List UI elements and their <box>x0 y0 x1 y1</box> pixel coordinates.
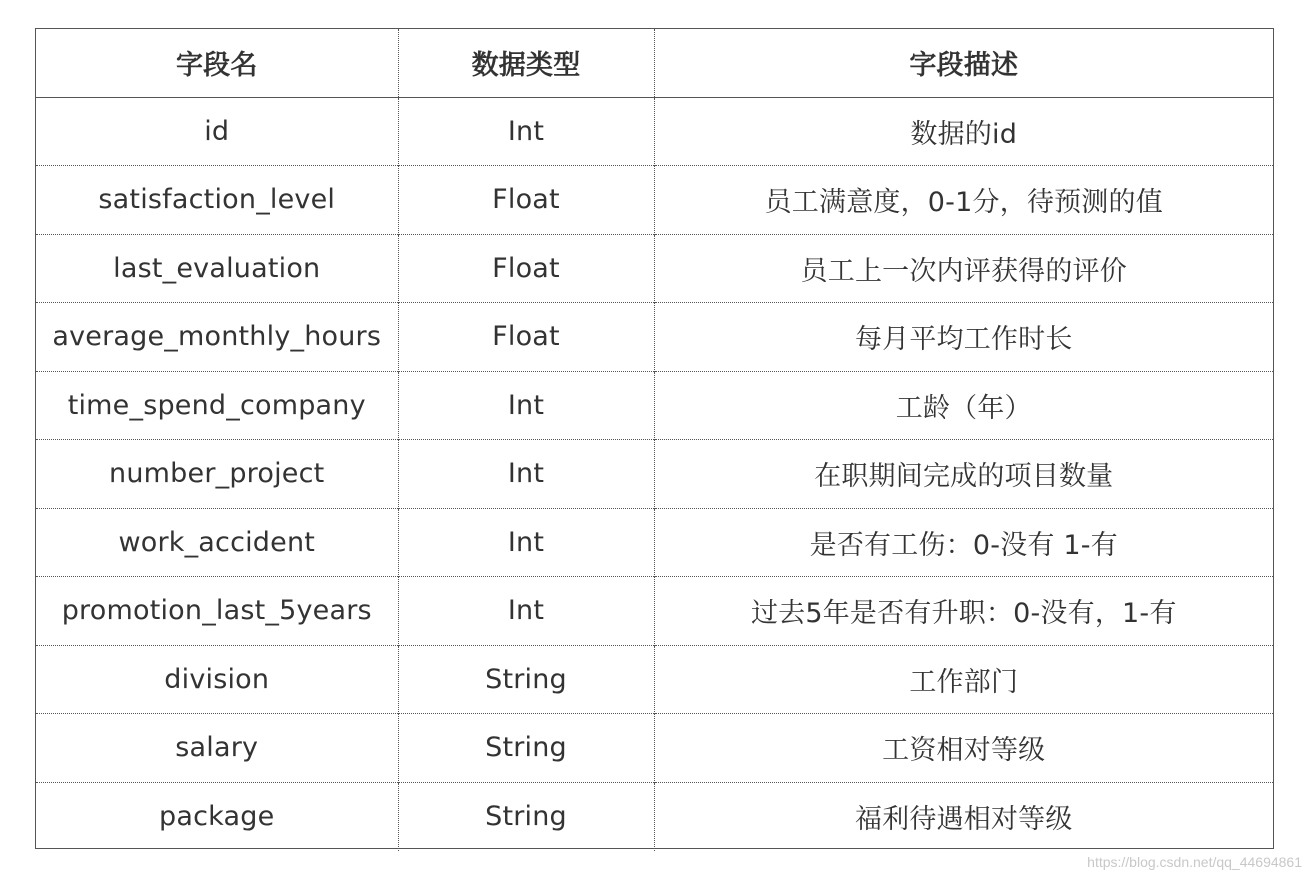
table-body <box>36 97 1273 851</box>
description-cell: 员工满意度，0-1分，待预测的值 <box>654 166 1273 235</box>
description-cell: 工龄（年） <box>654 371 1273 440</box>
description-cell: 在职期间完成的项目数量 <box>654 440 1273 509</box>
description-cell: 是否有工伤：0-没有 1-有 <box>654 508 1273 577</box>
description-cell: 过去5年是否有升职：0-没有，1-有 <box>654 577 1273 646</box>
field-name-cell: division <box>36 645 398 714</box>
description-cell: 工资相对等级 <box>654 714 1273 783</box>
table-row <box>36 782 1273 851</box>
table-row <box>36 577 1273 646</box>
data-type-cell: Int <box>398 97 654 166</box>
field-name-cell: average_monthly_hours <box>36 303 398 372</box>
field-name-cell: time_spend_company <box>36 371 398 440</box>
description-cell: 每月平均工作时长 <box>654 303 1273 372</box>
field-name-cell: satisfaction_level <box>36 166 398 235</box>
watermark: https://blog.csdn.net/qq_44694861 <box>1087 854 1302 870</box>
data-type-cell: Float <box>398 234 654 303</box>
data-type-cell: Int <box>398 577 654 646</box>
field-name-cell: last_evaluation <box>36 234 398 303</box>
data-type-cell: Int <box>398 371 654 440</box>
field-name-cell: salary <box>36 714 398 783</box>
data-type-cell: String <box>398 645 654 714</box>
table-row <box>36 234 1273 303</box>
data-type-cell: String <box>398 782 654 851</box>
field-name-cell: promotion_last_5years <box>36 577 398 646</box>
data-type-cell: Int <box>398 508 654 577</box>
header-field-name: 字段名 <box>36 29 398 97</box>
field-table-grid <box>36 29 1273 851</box>
table-row <box>36 440 1273 509</box>
description-cell: 工作部门 <box>654 645 1273 714</box>
table-row <box>36 303 1273 372</box>
table-row <box>36 166 1273 235</box>
description-cell: 福利待遇相对等级 <box>654 782 1273 851</box>
header-data-type: 数据类型 <box>398 29 654 97</box>
data-type-cell: Float <box>398 166 654 235</box>
table-row <box>36 508 1273 577</box>
data-type-cell: Int <box>398 440 654 509</box>
field-name-cell: work_accident <box>36 508 398 577</box>
table-row <box>36 714 1273 783</box>
table-row <box>36 97 1273 166</box>
table-row <box>36 645 1273 714</box>
field-name-cell: package <box>36 782 398 851</box>
data-type-cell: String <box>398 714 654 783</box>
header-field-description: 字段描述 <box>654 29 1273 97</box>
table-header-row <box>36 29 1273 97</box>
description-cell: 员工上一次内评获得的评价 <box>654 234 1273 303</box>
table-row <box>36 371 1273 440</box>
field-name-cell: number_project <box>36 440 398 509</box>
description-cell: 数据的id <box>654 97 1273 166</box>
field-table <box>35 28 1274 849</box>
data-type-cell: Float <box>398 303 654 372</box>
field-name-cell: id <box>204 115 230 147</box>
